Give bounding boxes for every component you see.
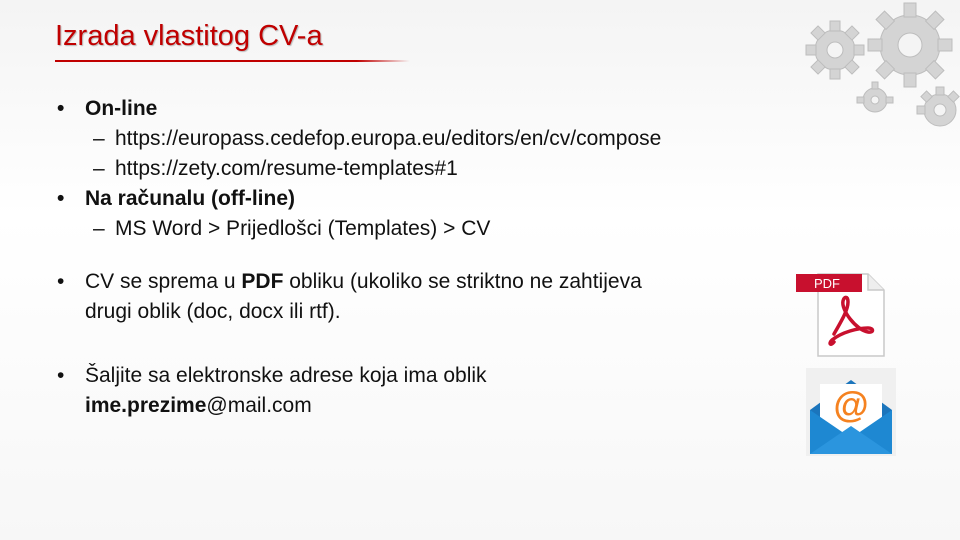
bullet-offline: • Na računalu (off-line) [55,184,795,214]
pdf-suffix: obliku (ukoliko se striktno ne zahtijeva [283,270,642,293]
email-envelope-icon [806,368,896,456]
gears-decoration [790,0,960,130]
email-bold: ime.prezime [85,394,207,417]
at-sign-icon: @ [833,384,869,425]
bullet-online: • On-line [55,94,795,124]
link-europass[interactable]: – https://europass.cedefop.europa.eu/editors/en/cv/compose [55,124,795,154]
pdf-prefix: CV se sprema u [85,270,242,293]
pdf-file-icon [796,270,888,360]
bullet-list [55,94,795,421]
bullet-pdf [55,267,795,327]
pdf-label: PDF [814,276,840,291]
sub-ms-word: – MS Word > Prijedlošci (Templates) > CV [55,214,795,244]
pdf-bold: PDF [241,270,284,293]
title-underline [55,60,410,62]
link-zety[interactable]: – https://zety.com/resume-templates#1 [55,154,795,184]
bullet-email [55,361,795,421]
email-suffix: @mail.com [206,394,312,417]
slide-title: Izrada vlastitog CV-a [55,20,323,52]
pdf-line2: drugi oblik (doc, docx ili rtf). [85,300,341,323]
email-line1: Šaljite sa elektronske adrese koja ima oblik [85,364,487,387]
